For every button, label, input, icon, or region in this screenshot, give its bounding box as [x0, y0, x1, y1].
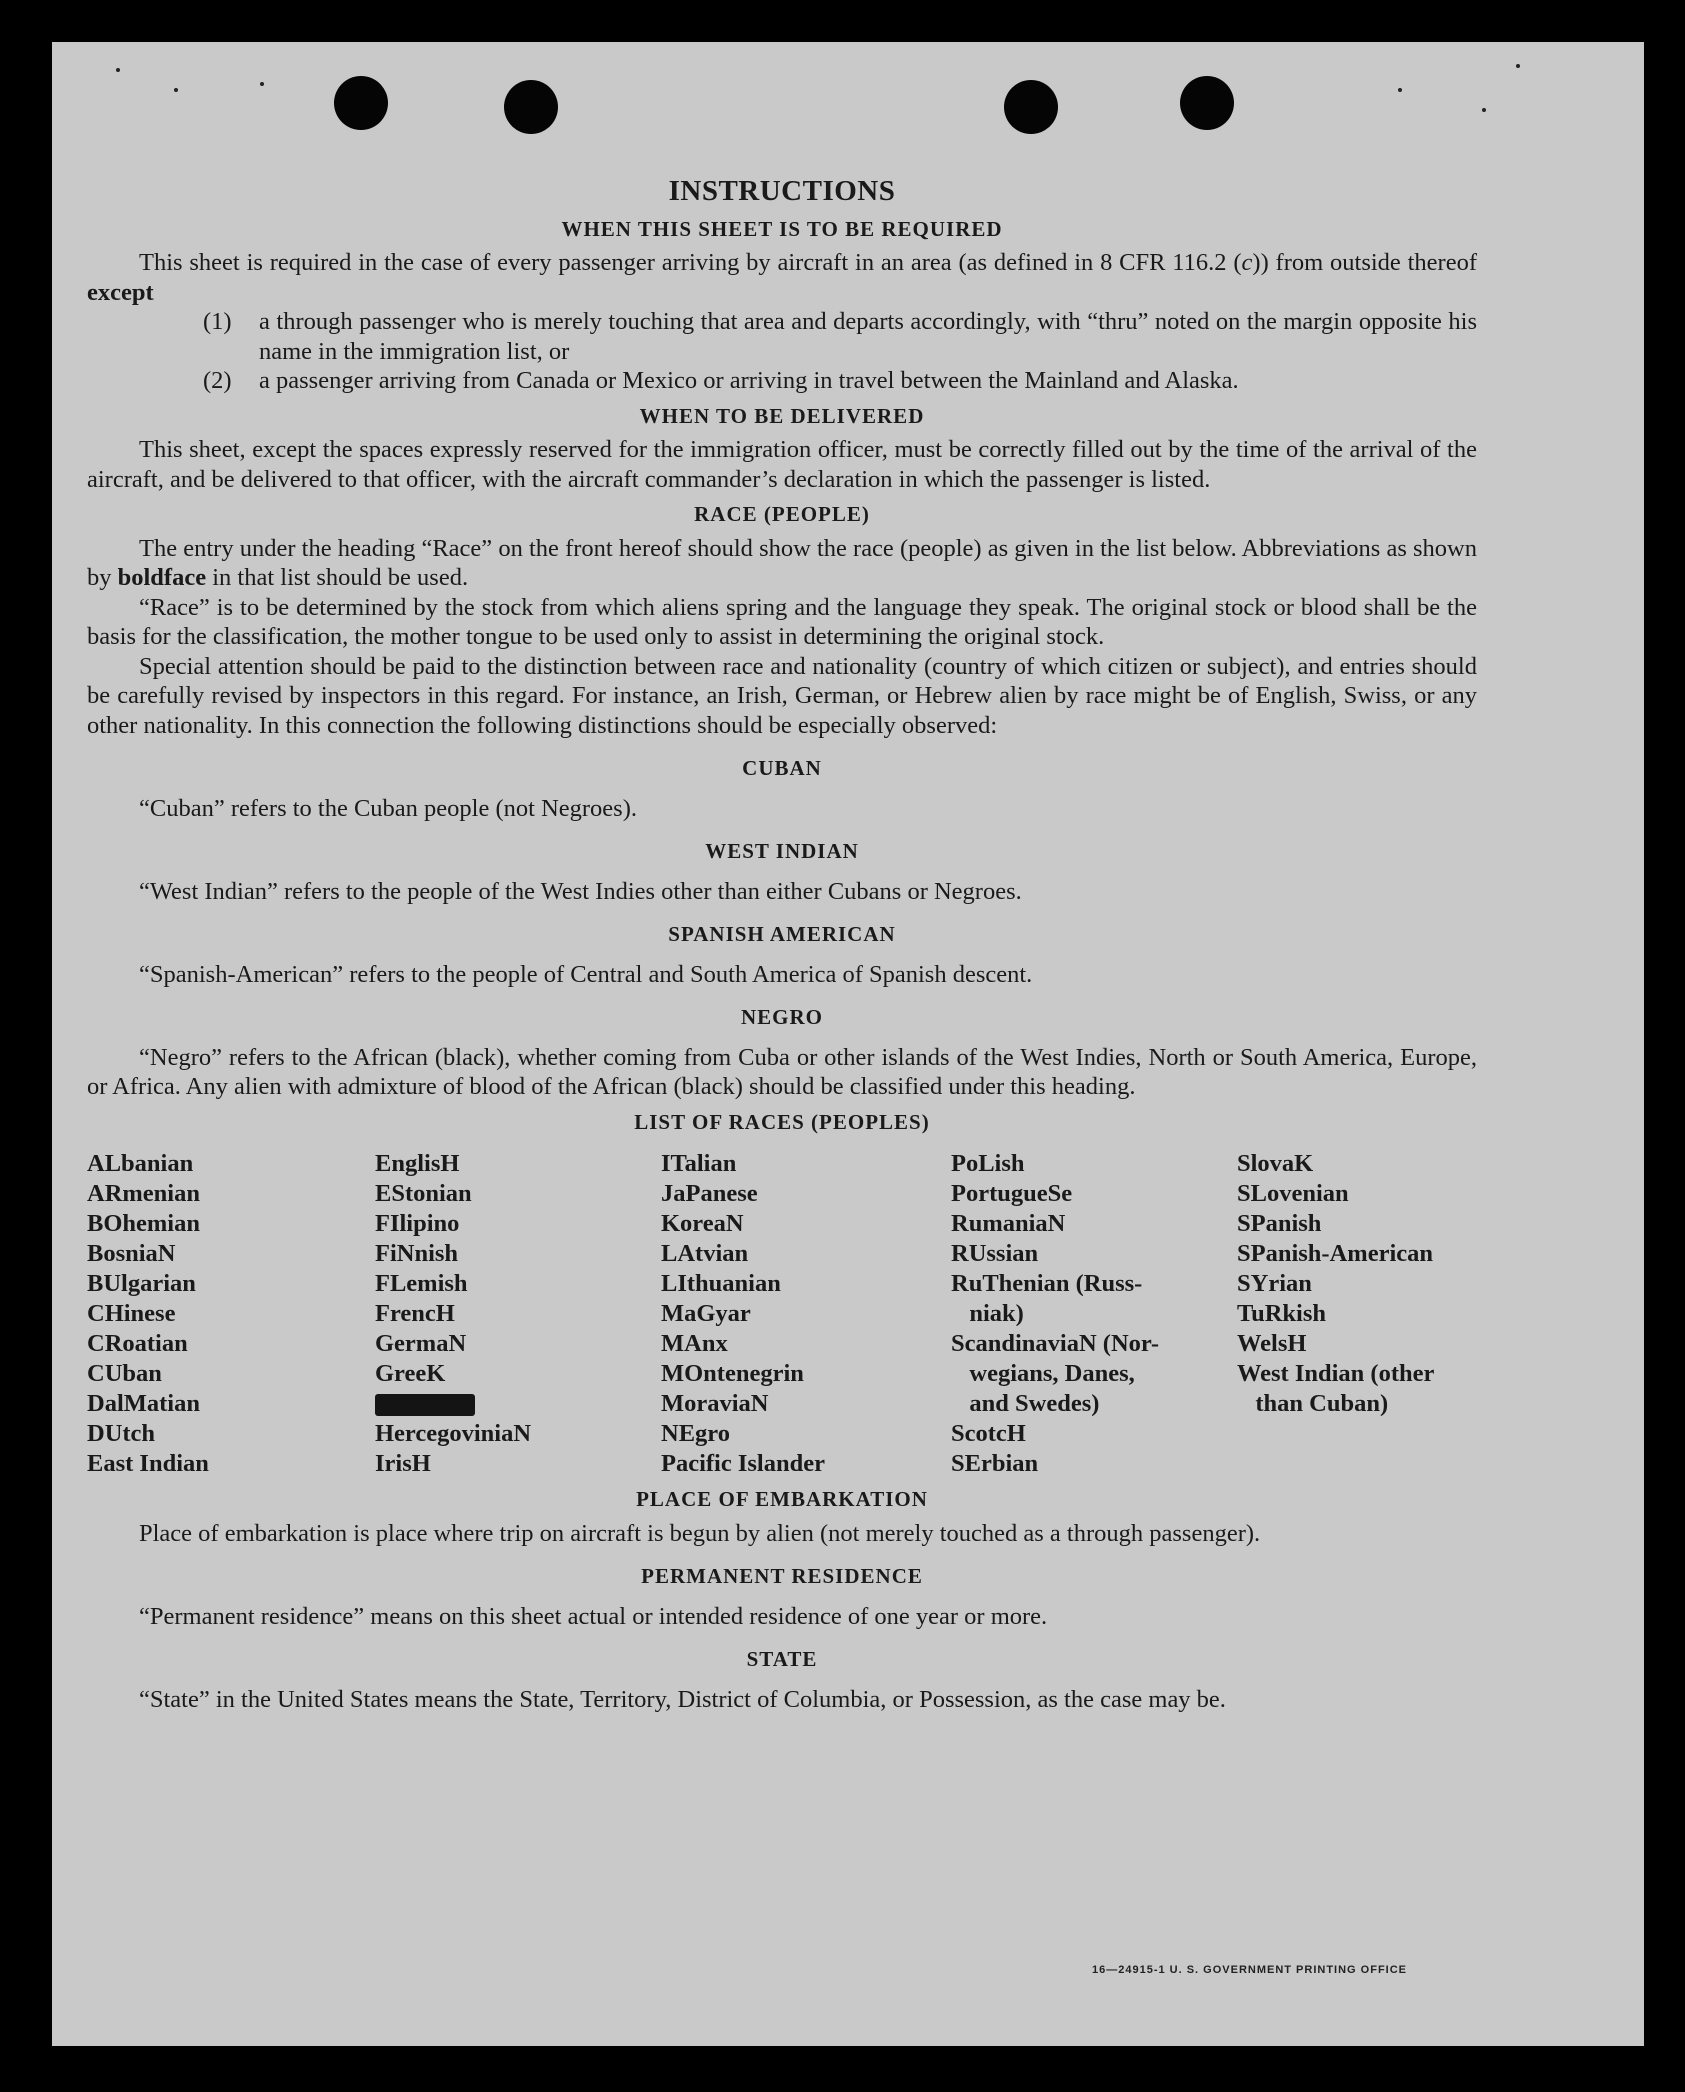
race-entry: TuRkish: [1237, 1300, 1327, 1327]
race-entry: MaGyar: [661, 1300, 751, 1327]
exception-item: [87, 366, 1477, 396]
race-entry: ALbanian: [87, 1150, 194, 1177]
race-entry: PoLish: [951, 1150, 1025, 1177]
printing-office-code: 16—24915-1 U. S. GOVERNMENT PRINTING OFFICE: [1092, 1964, 1408, 1976]
spanish-american-text: “Spanish-American” refers to the people of Central and South America of Spanish descent.: [139, 960, 1033, 988]
race-entry: ARmenian: [87, 1180, 200, 1207]
section-heading-residence: PERMANENT RESIDENCE: [641, 1564, 923, 1588]
race-entry: MOntenegrin: [661, 1360, 804, 1387]
race-entry: CRoatian: [87, 1330, 188, 1357]
race-entry: SlovaK: [1237, 1150, 1314, 1177]
residence-text: “Permanent residence” means on this sheet actual or intended residence of one year or more.: [139, 1602, 1048, 1630]
race-entry: niak): [951, 1300, 1024, 1327]
race-entry: ScotcH: [951, 1420, 1026, 1447]
section-heading-cuban: CUBAN: [742, 756, 822, 780]
race-entry: than Cuban): [1237, 1390, 1389, 1417]
race-paragraph-1: The entry under the heading “Race” on the front hereof should show the race (people) as given in the list below. Abbreviations as shown by boldface in that list should be used.: [87, 534, 1477, 591]
races-column: [375, 1149, 661, 1479]
exception-number: (1): [203, 308, 232, 335]
state-text: “State” in the United States means the State, Territory, District of Columbia, or Possession, as the case may be.: [139, 1685, 1226, 1713]
race-entry: RUssian: [951, 1240, 1039, 1267]
speck: [174, 88, 178, 92]
race-entry: LIthuanian: [661, 1270, 781, 1297]
race-entry: SErbian: [951, 1450, 1039, 1477]
negro-text: “Negro” refers to the African (black), whether coming from Cuba or other islands of the West Indies, North or South America, Europe, or Africa. Any alien with admixture of blood of the African (black) should be classified under this heading.: [87, 1043, 1477, 1100]
race-entry: FrencH: [375, 1300, 455, 1327]
section-heading-when-required: WHEN THIS SHEET IS TO BE REQUIRED: [561, 216, 1003, 241]
race-entry-redacted: [375, 1389, 661, 1419]
race-entry: DalMatian: [87, 1390, 200, 1417]
race-entry: SPanish: [1237, 1210, 1322, 1237]
races-list: [87, 1149, 1477, 1479]
race-entry: ITalian: [661, 1150, 737, 1177]
race-entry: GermaN: [375, 1330, 467, 1357]
races-column: [1237, 1149, 1497, 1479]
race-entry: BosniaN: [87, 1240, 176, 1267]
exception-text: a through passenger who is merely touching that area and departs accordingly, with “thru” noted on the margin opposite his name in the immigration list, or: [259, 308, 1477, 365]
race-entry: IrisH: [375, 1450, 431, 1477]
punch-hole: [1004, 80, 1058, 134]
race-entry: DUtch: [87, 1420, 156, 1447]
race-entry: CHinese: [87, 1300, 176, 1327]
race-entry: RumaniaN: [951, 1210, 1066, 1237]
race-entry: West Indian (other: [1237, 1360, 1435, 1387]
race-entry: JaPanese: [661, 1180, 758, 1207]
redaction-mark: [375, 1394, 475, 1416]
race-entry: LAtvian: [661, 1240, 749, 1267]
section-heading-state: STATE: [746, 1647, 818, 1671]
race-entry: SPanish-American: [1237, 1240, 1433, 1267]
race-paragraph-3: Special attention should be paid to the distinction between race and nationality (country of which citizen or subject), and entries should be carefully revised by inspectors in this regard. For instance, an Irish, German, or Hebrew alien by race might be of English, Swiss, or any other nationality. In this connection the following distinctions should be especially observed:: [87, 652, 1477, 739]
section-heading-spanish-american: SPANISH AMERICAN: [668, 922, 896, 946]
section-heading-embarkation: PLACE OF EMBARKATION: [636, 1487, 928, 1511]
punch-hole: [504, 80, 558, 134]
speck: [1516, 64, 1520, 68]
speck: [116, 68, 120, 72]
race-entry: FLemish: [375, 1270, 468, 1297]
races-column: [661, 1149, 951, 1479]
race-entry: Pacific Islander: [661, 1450, 825, 1477]
race-entry: MAnx: [661, 1330, 728, 1357]
exception-item: [87, 307, 1477, 366]
punch-hole: [334, 76, 388, 130]
race-entry: and Swedes): [951, 1390, 1100, 1417]
race-entry: ScandinaviaN (Nor-: [951, 1330, 1160, 1357]
race-entry: EStonian: [375, 1180, 472, 1207]
section-heading-when-delivered: WHEN TO BE DELIVERED: [639, 403, 925, 428]
section-heading-negro: NEGRO: [740, 1005, 823, 1029]
race-entry: WelsH: [1237, 1330, 1307, 1357]
race-entry: GreeK: [375, 1360, 446, 1387]
section-heading-race: RACE (PEOPLE): [694, 502, 870, 526]
when-delivered-text: This sheet, except the spaces expressly reserved for the immigration officer, must be correctly filled out by the time of the arrival of the aircraft, and be delivered to that officer, with the aircraft commander’s declaration in which the passenger is listed.: [87, 436, 1477, 493]
race-entry: SLovenian: [1237, 1180, 1349, 1207]
race-entry: KoreaN: [661, 1210, 744, 1237]
race-entry: NEgro: [661, 1420, 730, 1447]
section-heading-races-list: LIST OF RACES (PEOPLES): [634, 1109, 930, 1134]
embarkation-text: Place of embarkation is place where trip on aircraft is begun by alien (not merely touched as a through passenger).: [139, 1519, 1261, 1547]
race-entry: CUban: [87, 1360, 162, 1387]
speck: [1482, 108, 1486, 112]
exception-text: a passenger arriving from Canada or Mexico or arriving in travel between the Mainland and Alaska.: [259, 367, 1239, 394]
race-entry: BUlgarian: [87, 1270, 196, 1297]
race-entry: SYrian: [1237, 1270, 1312, 1297]
race-entry: FIlipino: [375, 1210, 460, 1237]
race-entry: PortugueSe: [951, 1180, 1073, 1207]
race-entry: RuThenian (Russ-: [951, 1270, 1143, 1297]
race-entry: BOhemian: [87, 1210, 200, 1237]
race-entry: EnglisH: [375, 1150, 460, 1177]
page-title: INSTRUCTIONS: [668, 175, 896, 207]
when-required-intro: This sheet is required in the case of every passenger arriving by aircraft in an area (as defined in 8 CFR 116.2 (c)) from outside thereof except: [87, 249, 1477, 306]
document-page: [52, 42, 1644, 2046]
section-heading-west-indian: WEST INDIAN: [705, 839, 859, 863]
instructions-body: [87, 177, 1477, 1714]
races-column: [87, 1149, 375, 1479]
speck: [1398, 88, 1402, 92]
exception-number: (2): [203, 367, 232, 394]
cuban-text: “Cuban” refers to the Cuban people (not Negroes).: [139, 794, 637, 822]
race-entry: MoraviaN: [661, 1390, 769, 1417]
race-entry: FiNnish: [375, 1240, 459, 1267]
race-entry: wegians, Danes,: [951, 1360, 1135, 1387]
race-entry: HercegoviniaN: [375, 1420, 532, 1447]
races-column: [951, 1149, 1237, 1479]
race-entry: East Indian: [87, 1450, 209, 1477]
west-indian-text: “West Indian” refers to the people of the West Indies other than either Cubans or Negroes.: [139, 877, 1022, 905]
speck: [260, 82, 264, 86]
punch-hole: [1180, 76, 1234, 130]
race-paragraph-2: “Race” is to be determined by the stock from which aliens spring and the language they speak. The original stock or blood shall be the basis for the classification, the mother tongue to be used only to assist in determining the original stock.: [87, 593, 1477, 650]
